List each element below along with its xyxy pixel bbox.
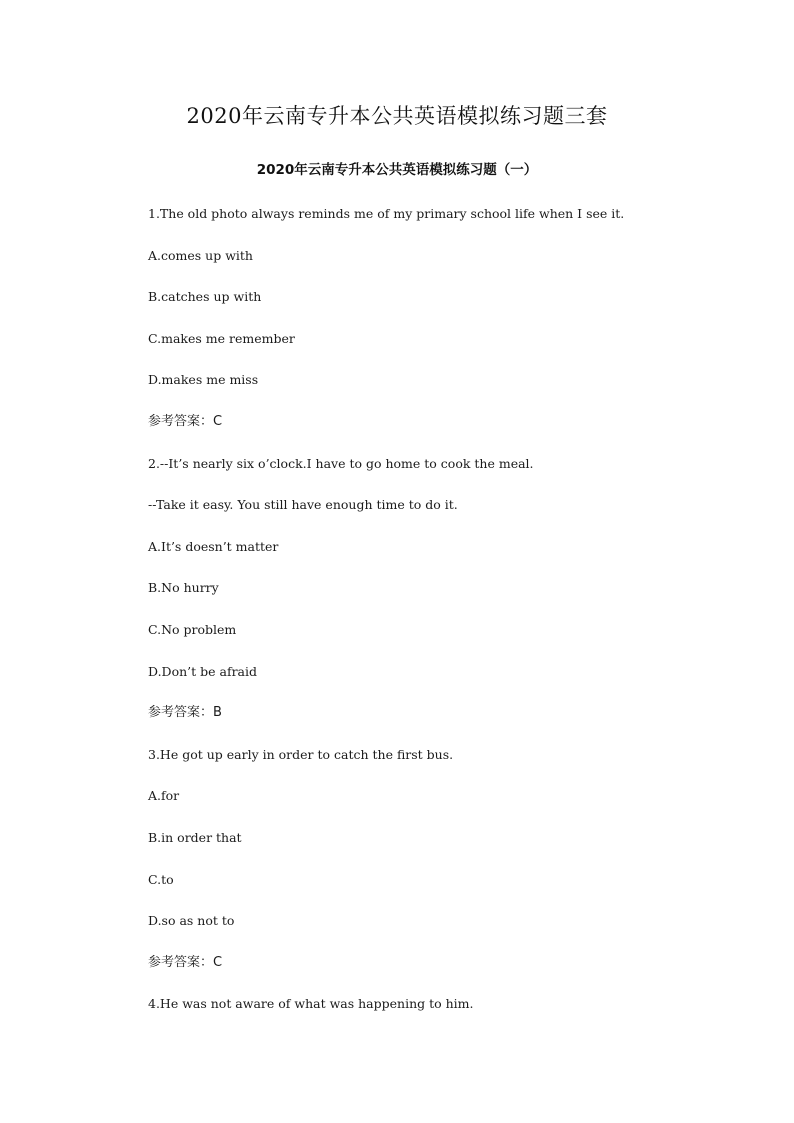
question-stem-continued: --Take it easy. You still have enough time to do it. — [148, 497, 458, 513]
option-c: C.No problem — [148, 621, 237, 637]
option-a: A.It’s doesn’t matter — [148, 538, 279, 554]
section-title: 2020年云南专升本公共英语模拟练习题（一） — [256, 162, 538, 178]
option-a: A.for — [148, 788, 180, 804]
option-d: D.makes me miss — [148, 372, 259, 388]
question-stem: 3.He got up early in order to catch the first bus. — [148, 746, 454, 762]
question-list — [148, 203, 748, 1035]
option-b: B.No hurry — [148, 580, 219, 596]
question-stem: 2.--It’s nearly six o’clock.I have to go home to cook the meal. — [148, 455, 534, 471]
reference-answer: 参考答案：C — [148, 413, 223, 429]
option-d: D.Don’t be afraid — [148, 663, 257, 679]
reference-answer: 参考答案：C — [148, 954, 223, 970]
question-stem: 1.The old photo always reminds me of my primary school life when I see it. — [148, 206, 625, 221]
option-b: B.catches up with — [148, 289, 262, 305]
option-c: C.makes me remember — [148, 330, 295, 346]
option-b: B.in order that — [148, 829, 242, 845]
option-a: A.comes up with — [148, 247, 253, 263]
question-stem: 4.He was not aware of what was happening to him. — [148, 996, 474, 1012]
option-c: C.to — [148, 871, 174, 887]
document-title: 2020年云南专升本公共英语模拟练习题三套 — [186, 104, 608, 128]
option-d: D.so as not to — [148, 913, 235, 929]
reference-answer: 参考答案：B — [148, 705, 222, 721]
